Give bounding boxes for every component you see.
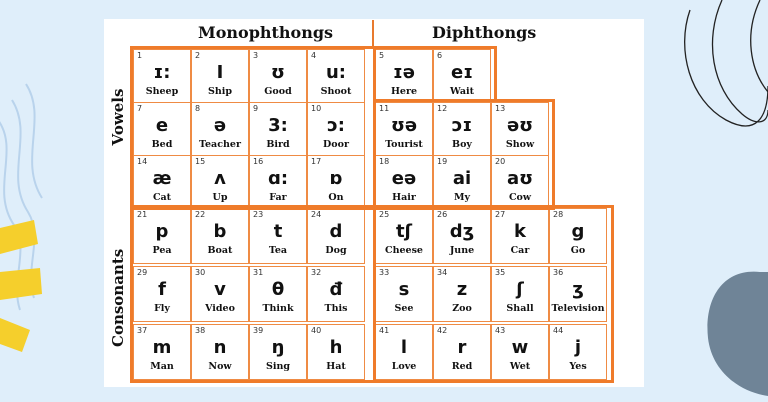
example-word: Bird (266, 139, 290, 150)
phoneme-symbol: p (155, 221, 169, 242)
phoneme-symbol: I (216, 62, 224, 83)
phoneme-number: 30 (195, 268, 206, 277)
phoneme-cell (249, 208, 307, 264)
phoneme-number: 12 (437, 104, 448, 113)
example-word: Fly (154, 303, 170, 314)
header-divider (372, 20, 374, 47)
phoneme-symbol: ɒ (329, 168, 343, 189)
phoneme-cell (549, 266, 607, 322)
phoneme-number: 4 (311, 51, 317, 60)
phoneme-number: 13 (495, 104, 506, 113)
phoneme-number: 15 (195, 157, 206, 166)
phoneme-symbol: ʃ (516, 279, 524, 300)
phoneme-cell (133, 266, 191, 322)
phoneme-number: 16 (253, 157, 264, 166)
phoneme-number: 17 (311, 157, 322, 166)
example-word: Sheep (145, 86, 179, 97)
vowels-label: Vowels (109, 88, 127, 146)
diphthongs-header: Diphthongs (432, 23, 537, 42)
phoneme-cell (249, 266, 307, 322)
example-word: On (328, 192, 344, 203)
phoneme-cell (307, 49, 365, 105)
phoneme-cell (307, 155, 365, 211)
phoneme-symbol: ɪə (392, 62, 416, 83)
phoneme-symbol: ʊə (390, 115, 418, 136)
phoneme-cell (375, 102, 433, 158)
phoneme-number: 35 (495, 268, 506, 277)
example-word: Ship (207, 86, 233, 97)
phoneme-cell (491, 324, 549, 380)
example-word: Bed (151, 139, 173, 150)
phoneme-symbol: ʊ (271, 62, 285, 83)
phoneme-number: 5 (379, 51, 385, 60)
phoneme-symbol: l (400, 337, 408, 358)
phoneme-symbol: ʒ (572, 279, 584, 300)
example-word: Hair (392, 192, 416, 203)
example-word: Tea (268, 245, 288, 256)
phoneme-number: 43 (495, 326, 506, 335)
example-word: Sing (265, 361, 291, 372)
phoneme-number: 18 (379, 157, 390, 166)
phoneme-symbol: θ (271, 279, 285, 300)
phoneme-cell (191, 102, 249, 158)
phoneme-symbol: tʃ (395, 221, 413, 242)
phoneme-symbol: ɔ: (327, 115, 345, 136)
phoneme-number: 2 (195, 51, 201, 60)
phoneme-cell (375, 208, 433, 264)
phoneme-cell (133, 208, 191, 264)
phoneme-cell (249, 49, 307, 105)
phoneme-symbol: d (329, 221, 343, 242)
phoneme-number: 27 (495, 210, 506, 219)
example-word: Zoo (452, 303, 472, 314)
example-word: Good (264, 86, 292, 97)
phoneme-cell (249, 102, 307, 158)
phoneme-cell (133, 49, 191, 105)
phoneme-number: 10 (311, 104, 322, 113)
example-word: Yes (569, 361, 587, 372)
example-word: Cat (152, 192, 172, 203)
example-word: Man (150, 361, 174, 372)
phoneme-number: 44 (553, 326, 564, 335)
phoneme-number: 41 (379, 326, 390, 335)
phoneme-cell (433, 49, 491, 105)
example-word: This (324, 303, 348, 314)
example-word: Boy (452, 139, 472, 150)
example-word: Shall (506, 303, 534, 314)
phoneme-number: 14 (137, 157, 148, 166)
phoneme-symbol: ə (213, 115, 227, 136)
phoneme-symbol: u: (325, 62, 346, 83)
phoneme-symbol: r (457, 337, 467, 358)
phoneme-number: 1 (137, 51, 143, 60)
phoneme-cell (249, 324, 307, 380)
phoneme-cell (491, 208, 549, 264)
example-word: Cow (508, 192, 532, 203)
phoneme-cell (191, 324, 249, 380)
phoneme-cell (307, 102, 365, 158)
monophthongs-header: Monophthongs (198, 23, 334, 42)
consonants-label: Consonants (109, 248, 127, 347)
phoneme-cell (491, 155, 549, 211)
phoneme-symbol: eɪ (450, 62, 474, 83)
phoneme-number: 32 (311, 268, 322, 277)
example-word: Up (212, 192, 228, 203)
example-word: Video (205, 303, 235, 314)
phoneme-symbol: k (514, 221, 526, 242)
phoneme-cell (549, 324, 607, 380)
phoneme-cell (375, 155, 433, 211)
phoneme-cell (307, 324, 365, 380)
example-word: Teacher (199, 139, 241, 150)
phoneme-number: 42 (437, 326, 448, 335)
phoneme-cell (491, 266, 549, 322)
phoneme-cell (433, 266, 491, 322)
example-word: Wait (450, 86, 474, 97)
phoneme-symbol: eə (391, 168, 417, 189)
example-word: Here (390, 86, 418, 97)
phoneme-cell (433, 324, 491, 380)
phoneme-symbol: h (329, 337, 343, 358)
phoneme-symbol: g (571, 221, 585, 242)
phoneme-symbol: ŋ (271, 337, 285, 358)
phoneme-symbol: f (158, 279, 166, 300)
phoneme-cell (433, 208, 491, 264)
phoneme-number: 40 (311, 326, 322, 335)
phoneme-cell (191, 155, 249, 211)
phoneme-number: 8 (195, 104, 201, 113)
example-word: Far (269, 192, 287, 203)
phoneme-number: 11 (379, 104, 390, 113)
phoneme-cell (133, 324, 191, 380)
example-word: Think (262, 303, 294, 314)
phoneme-cell (491, 102, 549, 158)
phoneme-symbol: əʊ (506, 115, 534, 136)
phoneme-number: 31 (253, 268, 264, 277)
example-word: Shoot (320, 86, 352, 97)
phoneme-number: 23 (253, 210, 264, 219)
phoneme-cell (249, 155, 307, 211)
phoneme-cell (191, 266, 249, 322)
phoneme-number: 34 (437, 268, 448, 277)
phoneme-number: 33 (379, 268, 390, 277)
phoneme-symbol: æ (152, 168, 172, 189)
example-word: Red (451, 361, 473, 372)
phoneme-symbol: j (574, 337, 582, 358)
example-word: Show (505, 139, 535, 150)
example-word: June (449, 245, 475, 256)
phoneme-cell (133, 102, 191, 158)
example-word: Go (570, 245, 586, 256)
phoneme-symbol: t (273, 221, 283, 242)
phoneme-cell (307, 266, 365, 322)
phoneme-symbol: ɪ: (153, 62, 171, 83)
example-word: Pea (152, 245, 172, 256)
phoneme-number: 28 (553, 210, 564, 219)
example-word: Tourist (385, 139, 423, 150)
example-word: Door (323, 139, 349, 150)
phoneme-symbol: m (152, 337, 172, 358)
example-word: Wet (509, 361, 531, 372)
phoneme-number: 6 (437, 51, 443, 60)
phoneme-symbol: z (456, 279, 468, 300)
phoneme-cell (191, 49, 249, 105)
phoneme-symbol: ɔɪ (451, 115, 473, 136)
phoneme-number: 25 (379, 210, 390, 219)
example-word: Car (510, 245, 530, 256)
example-word: Now (208, 361, 232, 372)
phoneme-number: 24 (311, 210, 322, 219)
example-word: Cheese (385, 245, 423, 256)
phoneme-symbol: dʒ (449, 221, 475, 242)
phoneme-number: 22 (195, 210, 206, 219)
phoneme-symbol: 3: (268, 115, 288, 136)
phoneme-number: 20 (495, 157, 506, 166)
phoneme-number: 3 (253, 51, 259, 60)
phoneme-number: 26 (437, 210, 448, 219)
example-word: Love (391, 361, 417, 372)
phoneme-number: 29 (137, 268, 148, 277)
phoneme-number: 21 (137, 210, 148, 219)
example-word: Hat (326, 361, 346, 372)
phoneme-cell (375, 49, 433, 105)
phoneme-symbol: v (214, 279, 226, 300)
phoneme-cell (133, 155, 191, 211)
phoneme-number: 38 (195, 326, 206, 335)
phoneme-number: 19 (437, 157, 448, 166)
phoneme-cell (433, 155, 491, 211)
example-word: My (453, 192, 471, 203)
phoneme-number: 37 (137, 326, 148, 335)
phoneme-symbol: n (213, 337, 227, 358)
phoneme-number: 36 (553, 268, 564, 277)
phoneme-symbol: aʊ (506, 168, 534, 189)
phoneme-number: 39 (253, 326, 264, 335)
phoneme-symbol: w (511, 337, 529, 358)
phoneme-cell (375, 266, 433, 322)
phoneme-symbol: s (398, 279, 410, 300)
phoneme-cell (375, 324, 433, 380)
example-word: Boat (207, 245, 233, 256)
phoneme-symbol: e (155, 115, 169, 136)
phoneme-symbol: đ (329, 279, 343, 300)
phoneme-number: 7 (137, 104, 143, 113)
example-word: Dog (325, 245, 347, 256)
phoneme-cell (549, 208, 607, 264)
phoneme-symbol: ai (452, 168, 472, 189)
phoneme-symbol: b (213, 221, 227, 242)
phoneme-cell (191, 208, 249, 264)
example-word: See (394, 303, 414, 314)
phoneme-symbol: ʌ (214, 168, 226, 189)
example-word: Television (551, 303, 605, 314)
phoneme-symbol: ɑ: (267, 168, 289, 189)
phoneme-cell (433, 102, 491, 158)
phoneme-cell (307, 208, 365, 264)
phoneme-number: 9 (253, 104, 259, 113)
